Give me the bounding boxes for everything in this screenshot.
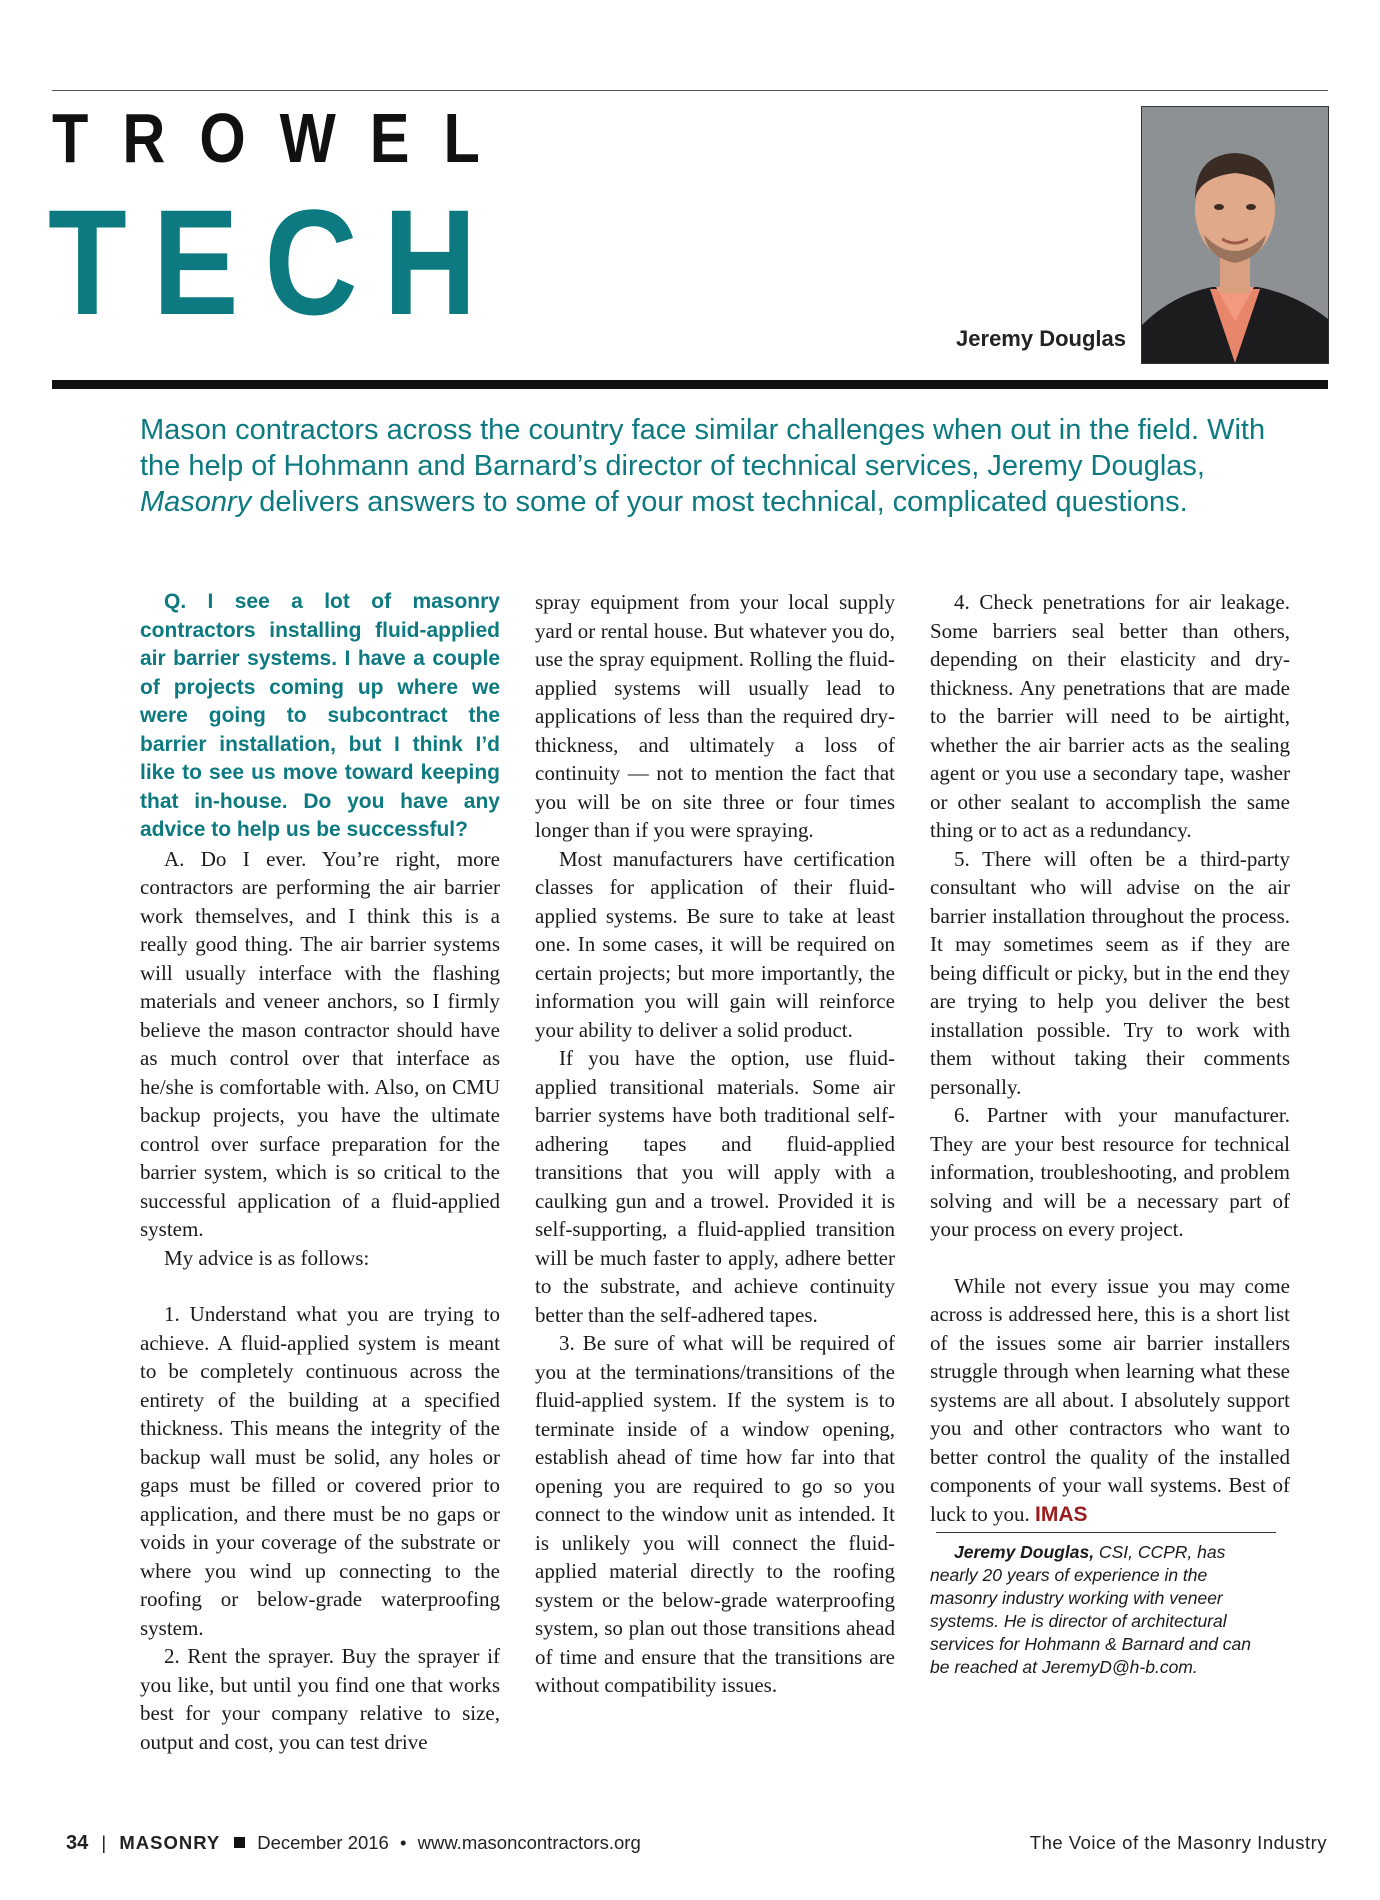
paragraph: 5. There will often be a third-party consultant who will advise on the air barrier installation throughout the process. It may sometimes seem as if they are being difficult or picky, but in the end they are trying to help you deliver the best installation possible. Try to work with them without taking their comments personally. [930, 846, 1290, 1099]
paragraph: spray equipment from your local supply yard or rental house. But whatever you do, use the spray equipment. Rolling the fluid-applied systems will usually lead to applications of less than the required dry-thickness, and ultimately a loss of continuity — not to mention the fact that you will be on site three or four times longer than if you were spraying. [535, 590, 895, 842]
intro-deck [140, 412, 1300, 520]
paragraph: 1. Understand what you are trying to achieve. A fluid-applied system is meant to be completely continuous across the entirety of the building at a specified thickness. This means the integrity of the backup wall must be solid, any holes or gaps must be filled or covered prior to application, and there must be no gaps or voids in your coverage of the substrate or where you wind up connecting to the roofing or below-grade waterproofing system. [140, 1302, 500, 1640]
page-number: 34 [66, 1832, 89, 1854]
reader-question: Q. I see a lot of masonry contractors installing fluid-applied air barrier systems. I have a couple of projects coming up where we were going to subcontract the barrier installation, but I think I’d like to see us move toward keeping that in-house. Do you have any advice to help us be successful? [140, 590, 500, 841]
header-rule [52, 380, 1328, 389]
paragraph: 2. Rent the sprayer. Buy the sprayer if you like, but until you find one that works best for your company relative to size, output and cost, you can test drive [140, 1644, 500, 1754]
paragraph: My advice is as follows: [164, 1245, 370, 1270]
section-title: TECH [48, 178, 503, 346]
square-bullet-icon [234, 1837, 245, 1848]
footer-tagline: The Voice of the Masonry Industry [1029, 1832, 1327, 1853]
intro-text-start: Mason contractors across the country face similar challenges when out in the field. With the help of Hohmann and Barnard’s director of technical services, Jeremy Douglas, [140, 414, 1266, 482]
paragraph: 6. Partner with your manufacturer. They are your best resource for technical information, troubleshooting, and problem solving and will be a necessary part of your process on every project. [930, 1103, 1290, 1241]
end-mark: IMAS [1035, 1502, 1088, 1526]
bio-text: CSI, CCPR, has nearly 20 years of experience in the masonry industry working with veneer systems. He is director of architectural services for Hohmann & Barnard and can be reached at JeremyD@h-b.com. [930, 1542, 1251, 1677]
issue-date: December 2016 [257, 1832, 389, 1853]
paragraph: Most manufacturers have certification classes for application of their fluid-applied systems. Be sure to take at least one. In some cases, it will be required on certain projects; but more importantly, the information you will gain will reinforce your ability to deliver a solid product. [535, 846, 895, 1042]
paragraph: 4. Check penetrations for air leakage. Some barriers seal better than others, depending on their elasticity and dry-thickness. Any penetrations that are made to the barrier will need to be airtight, whether the air barrier acts as the sealing agent or you use a secondary tape, washer or other sealant to accomplish the same thing or to act as a redundancy. [930, 590, 1290, 842]
author-portrait-illustration [1142, 107, 1328, 363]
paragraph: A. Do I ever. You’re right, more contractors are performing the air barrier work themselves, and I think this is a really good thing. The air barrier systems will usually interface with the flashing materials and veneer anchors, so I firmly believe the mason contractor should have as much control over that interface as he/she is comfortable with. Also, on CMU backup projects, you have the ultimate control over surface preparation for the barrier system, which is so critical to the successful application of a fluid-applied system. [140, 846, 500, 1241]
website-url: www.masoncontractors.org [417, 1832, 641, 1853]
footer-separator: | [101, 1832, 107, 1853]
article-column-2 [535, 588, 895, 1700]
article-column-1 [140, 588, 500, 1756]
top-rule [52, 90, 1328, 91]
intro-magazine-name: Masonry [140, 486, 252, 518]
footer-bullet: • [400, 1832, 407, 1853]
bio-name: Jeremy Douglas, [954, 1542, 1095, 1562]
intro-text-end: delivers answers to some of your most technical, complicated questions. [251, 486, 1188, 518]
author-photo [1141, 106, 1329, 364]
paragraph: If you have the option, use fluid-applied transitional materials. Some air barrier systems have both traditional self-adhering tapes and fluid-applied transitions that you will apply with a caulking gun and a trowel. Provided it is self-supporting, a fluid-applied transition will be much faster to apply, adhere better to the substrate, and achieve continuity better than the self-adhered tapes. [535, 1046, 895, 1327]
magazine-name: MASONRY [119, 1832, 221, 1853]
bio-rule [936, 1532, 1276, 1533]
article-column-3 [930, 588, 1290, 1679]
section-kicker: TROWEL [52, 99, 514, 177]
closing-paragraph [930, 1272, 1290, 1530]
page-footer [66, 1832, 641, 1855]
author-byline: Jeremy Douglas [956, 326, 1126, 351]
paragraph: 3. Be sure of what will be required of you at the terminations/transitions of the fluid-applied system. If the system is to terminate inside of a window opening, establish ahead of time how far into that opening you are required to go so you connect to the window unit as intended. It is unlikely you will connect the fluid-applied material directly to the roofing system or the below-grade waterproofing system, so plan out those transitions ahead of time and ensure that the transitions are without compatibility issues. [535, 1331, 895, 1697]
author-bio [930, 1541, 1260, 1679]
closing-text: While not every issue you may come across is addressed here, this is a short list of the issues some air barrier installers struggle through when learning what these systems are all about. I absolutely support you and other contractors who want to better control the quality of the installed components of your wall systems. Best of luck to you. [930, 1273, 1290, 1526]
